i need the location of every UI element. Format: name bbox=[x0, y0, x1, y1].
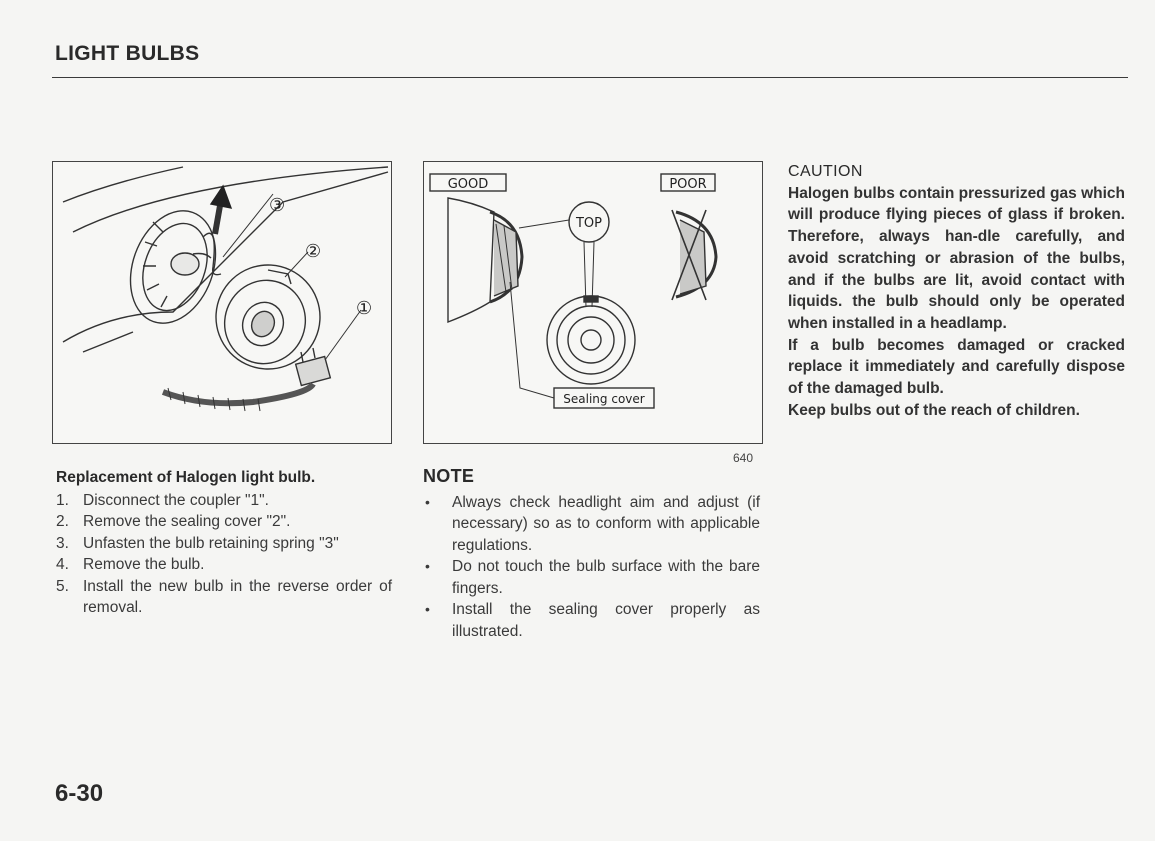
page-number: 6-30 bbox=[55, 780, 104, 807]
replacement-heading: Replacement of Halogen light bulb. bbox=[56, 469, 316, 486]
list-item: 3. Unfasten the bulb retaining spring "3" bbox=[56, 534, 339, 552]
replacement-steps bbox=[56, 490, 392, 619]
note-section bbox=[423, 466, 760, 642]
header-rule bbox=[52, 77, 1128, 78]
list-item: • Install the sealing cover properly as illustrated. bbox=[425, 601, 760, 640]
callout-2: ② bbox=[305, 241, 322, 262]
list-item: • Always check headlight aim and adjust (if necessary) so as to conform with applicable regulations. bbox=[425, 493, 760, 554]
poor-label: POOR bbox=[669, 177, 707, 192]
list-item: 2. Remove the sealing cover "2". bbox=[56, 513, 291, 530]
caution-section bbox=[788, 161, 1125, 421]
callout-1: ① bbox=[356, 298, 373, 319]
caution-heading: CAUTION bbox=[788, 163, 863, 180]
page-title: LIGHT BULBS bbox=[55, 42, 200, 65]
good-label: GOOD bbox=[447, 177, 489, 192]
top-label: TOP bbox=[575, 216, 603, 231]
note-list bbox=[423, 492, 760, 643]
figure-code: 640 bbox=[733, 451, 754, 465]
sealing-cover-label: Sealing cover bbox=[563, 392, 645, 406]
list-item: 1. Disconnect the coupler "1". bbox=[56, 491, 269, 509]
sealing-cover-figure bbox=[423, 161, 763, 444]
replacement-section bbox=[56, 467, 392, 619]
callout-3: ③ bbox=[269, 195, 286, 216]
list-item: • Do not touch the bulb surface with the bare fingers. bbox=[425, 558, 760, 597]
caution-paragraph: Keep bulbs out of the reach of children. bbox=[788, 401, 1080, 419]
caution-paragraph: If a bulb becomes damaged or cracked replace it immediately and carefully dispose of the damaged bulb. bbox=[788, 336, 1125, 398]
list-item: 5. Install the new bulb in the reverse order of removal. bbox=[56, 577, 392, 616]
sealing-cover-illustration bbox=[424, 162, 762, 443]
bulb-replacement-illustration bbox=[53, 162, 391, 443]
list-item: 4. Remove the bulb. bbox=[56, 556, 205, 573]
bulb-replacement-figure bbox=[52, 161, 392, 444]
caution-paragraph: Halogen bulbs contain pressurized gas which will produce flying pieces of glass if broken. Therefore, always han-dle carefully, and avoid scratching or abrasion of the bulbs, and if the bulbs are lit, avoid contact with liquids. the bulb should only be operated when installed in a headlamp. bbox=[788, 184, 1125, 332]
note-heading: NOTE bbox=[423, 466, 475, 486]
